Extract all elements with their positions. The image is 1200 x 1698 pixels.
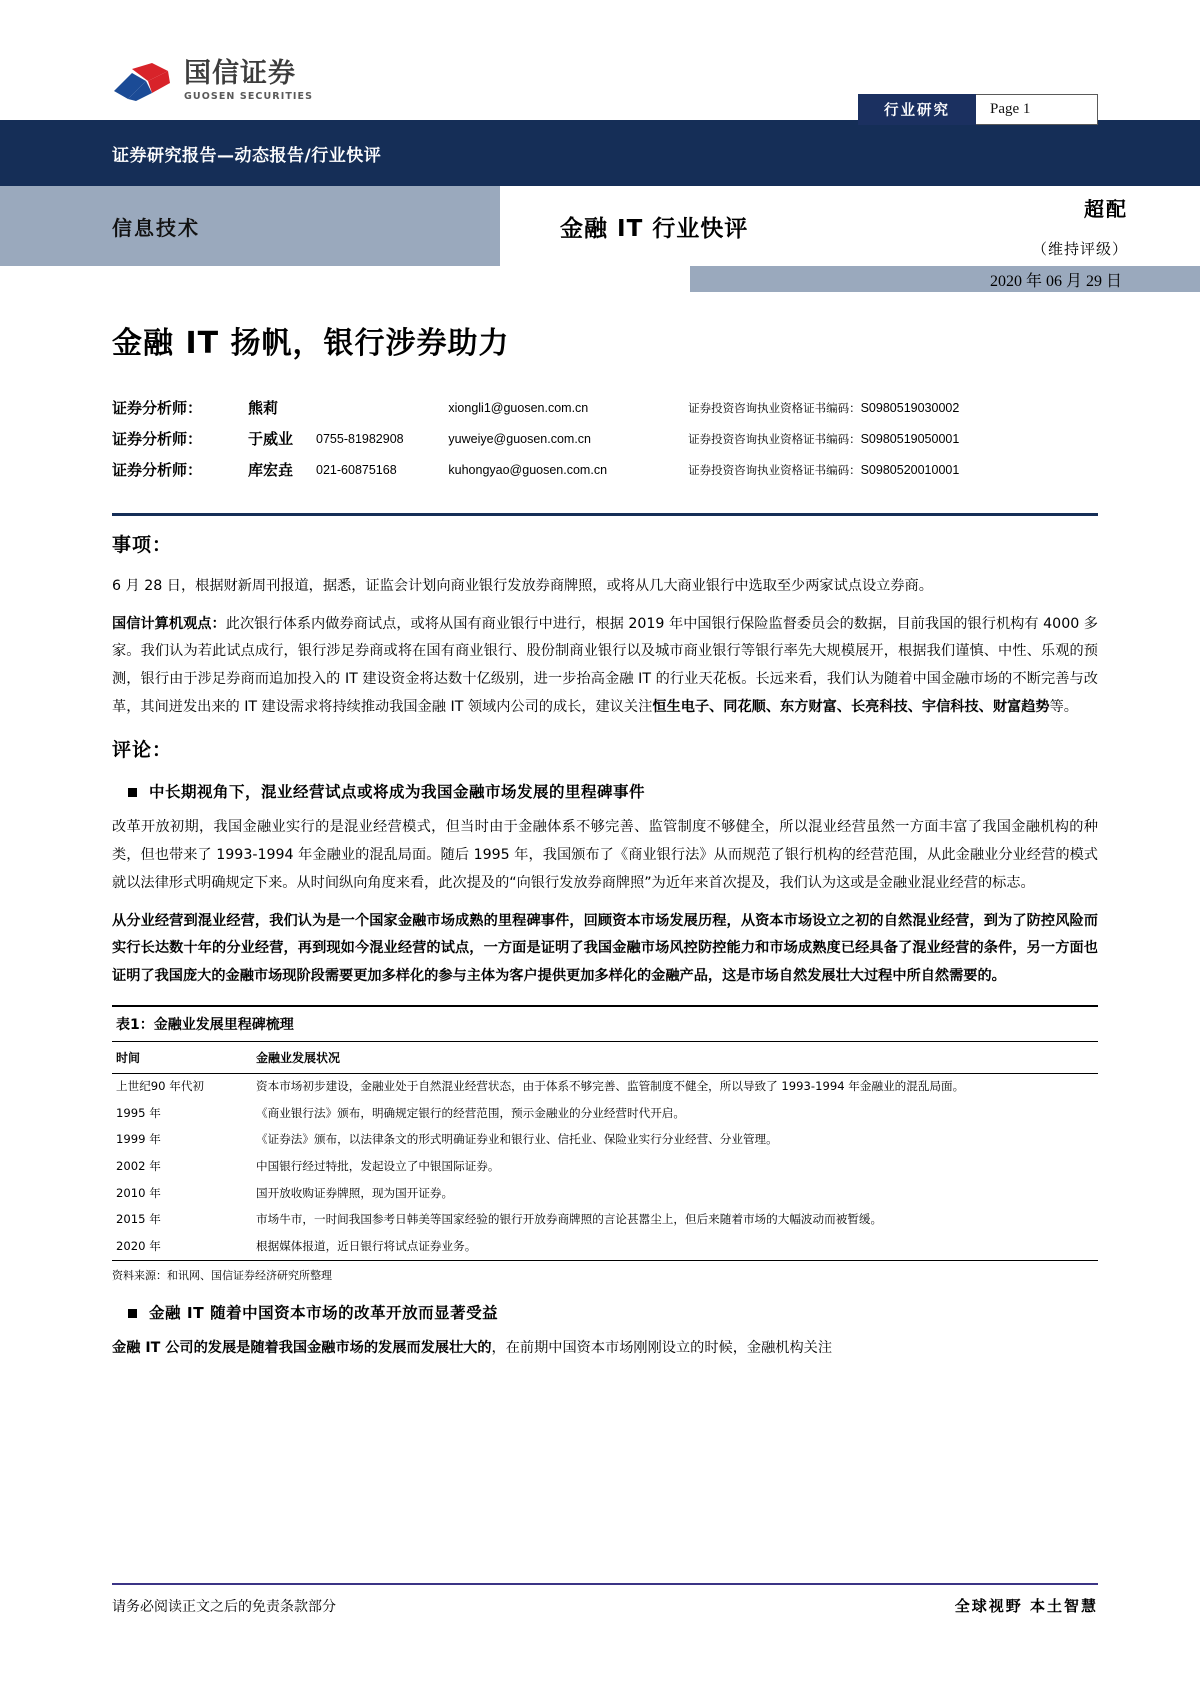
page-footer bbox=[112, 1583, 1098, 1616]
analyst-role-label: 证券分析师： bbox=[112, 399, 203, 417]
column-header-time: 时间 bbox=[112, 1042, 252, 1074]
brand-name-en: GUOSEN SECURITIES bbox=[184, 91, 314, 102]
cell-time: 2010 年 bbox=[116, 1185, 161, 1200]
table-row bbox=[112, 1127, 1098, 1154]
doc-title: 金融 IT 行业快评 bbox=[560, 215, 749, 242]
bullet-2-label: 金融 IT 随着中国资本市场的改革开放而显著受益 bbox=[149, 1304, 499, 1323]
table-row bbox=[112, 1180, 1098, 1207]
analyst-cert bbox=[688, 454, 1098, 485]
analyst-name: 于威业 bbox=[248, 430, 294, 448]
matters-paragraph-2 bbox=[112, 611, 1098, 722]
analyst-name: 熊莉 bbox=[248, 399, 279, 417]
analyst-row bbox=[112, 392, 1098, 423]
table-row bbox=[112, 1233, 1098, 1260]
report-type-strip bbox=[0, 120, 1200, 186]
bullet-point-2 bbox=[112, 1301, 1098, 1323]
comment-heading: 评论： bbox=[112, 739, 173, 762]
analyst-email[interactable]: xiongli1@guosen.com.cn bbox=[448, 400, 589, 415]
bullet-1-paragraph-plain: 改革开放初期，我国金融业实行的是混业经营模式，但当时由于金融体系不够完善、监管制度不够健全，所以混业经营虽然一方面丰富了我国金融机构的种类，但也带来了 1993-1994 年金融业的混乱局面。随后 1995 年，我国颁布了《商业银行法》从而规范了银行机构的经营范围，从此金融业分业经营的模式就以法律形式明确规定下来。从时间纵向角度来看，此次提及的“向银行发放券商牌照”为近年来首次提及，我们认为这或是金融业混业经营的标志。 bbox=[112, 819, 1098, 891]
page-topbar bbox=[0, 0, 1200, 120]
cell-status: 国开放收购证券牌照，现为国开证券。 bbox=[256, 1185, 454, 1200]
cell-time: 2002 年 bbox=[116, 1158, 161, 1173]
recommended-stocks: 恒生电子、同花顺、东方财富、长亮科技、宇信科技、财富趋势 bbox=[652, 698, 1050, 715]
analyst-cert-code: S0980519030002 bbox=[860, 400, 960, 415]
sector-block bbox=[0, 186, 500, 266]
bullet-1-paragraph-bold: 从分业经营到混业经营，我们认为是一个国家金融市场成熟的里程碑事件，回顾资本市场发展历程，从资本市场设立之初的自然混业经营，到为了防控风险而实行长达数十年的分业经营，再到现如今混业经营的试点，一方面是证明了我国金融市场风控防控能力和市场成熟度已经具备了混业经营的条件，另一方面也证明了我国庞大的金融市场现阶段需要更加多样化的参与主体为客户提供更加多样化的金融产品，这是市场自然发展壮大过程中所自然需要的。 bbox=[112, 912, 1098, 984]
guosen-view-lead: 国信计算机观点： bbox=[112, 615, 226, 632]
cell-status: 《商业银行法》颁布，明确规定银行的经营范围，预示金融业的分业经营时代开启。 bbox=[256, 1105, 685, 1120]
rating-value: 超配 bbox=[1084, 197, 1128, 221]
cell-status: 根据媒体报道，近日银行将试点证券业务。 bbox=[252, 1233, 1098, 1260]
analyst-cert bbox=[688, 423, 1098, 454]
report-type-label: 证券研究报告—动态报告/行业快评 bbox=[112, 145, 382, 166]
date-bar bbox=[0, 266, 1200, 292]
analyst-row bbox=[112, 454, 1098, 485]
square-bullet-icon bbox=[128, 788, 137, 797]
square-bullet-icon bbox=[128, 1309, 137, 1318]
page-title: 金融 IT 扬帆，银行涉券助力 bbox=[112, 326, 510, 361]
bullet-2-plain-tail: ，在前期中国资本市场刚刚设立的时候，金融机构关注 bbox=[491, 1340, 833, 1357]
analyst-role-label: 证券分析师： bbox=[112, 430, 203, 448]
rating-block bbox=[950, 186, 1200, 266]
cell-status: 市场牛市，一时间我国参考日韩美等国家经验的银行开放券商牌照的言论甚嚣尘上，但后来随着市场的大幅波动而被暂缓。 bbox=[256, 1212, 883, 1227]
cell-time: 2015 年 bbox=[116, 1212, 161, 1227]
table-header-row bbox=[112, 1042, 1098, 1074]
cell-status: 中国银行经过特批，发起设立了中银国际证券。 bbox=[256, 1158, 500, 1173]
header-badges bbox=[858, 94, 1098, 125]
analyst-table bbox=[112, 392, 1098, 485]
brand-logo bbox=[112, 60, 313, 102]
industry-research-badge: 行业研究 bbox=[858, 94, 976, 125]
matters-paragraph-1: 6 月 28 日，根据财新周刊报道，据悉，证监会计划向商业银行发放券商牌照，或将从几大商业银行中选取至少两家试点设立券商。 bbox=[112, 578, 933, 594]
date-bar-fill bbox=[690, 266, 1200, 292]
table-1 bbox=[112, 1005, 1098, 1283]
bullet-point-1 bbox=[112, 780, 1098, 802]
analyst-cert-code: S0980520010001 bbox=[860, 462, 960, 477]
analyst-cert bbox=[688, 392, 1098, 423]
sector-label: 信息技术 bbox=[112, 215, 200, 240]
analyst-phone: 021-60875168 bbox=[316, 462, 397, 477]
analyst-cert-label: 证券投资咨询执业资格证书编码： bbox=[688, 431, 861, 446]
table-body bbox=[112, 1073, 1098, 1260]
table-row bbox=[112, 1073, 1098, 1100]
cell-time: 2020 年 bbox=[112, 1233, 252, 1260]
cell-time: 1999 年 bbox=[116, 1132, 161, 1147]
page-content bbox=[0, 318, 1200, 1363]
footer-divider bbox=[112, 1583, 1098, 1585]
matters-heading: 事项： bbox=[112, 534, 173, 556]
page-number-badge: Page 1 bbox=[976, 94, 1098, 125]
analyst-email[interactable]: kuhongyao@guosen.com.cn bbox=[448, 462, 608, 477]
report-date: 2020 年 06 月 29 日 bbox=[989, 272, 1122, 290]
analyst-name: 库宏垚 bbox=[248, 461, 294, 479]
guosen-view-body: 此次银行体系内做券商试点，或将从国有商业银行中进行，根据 2019 年中国银行保险监督委员会的数据，目前我国的银行机构有 4000 多家。我们认为若此试点成行，银行涉足券商或将在国有商业银行、股份制商业银行以及城市商业银行等银行率先大规模展开，根据我们谨慎、中性、乐观的预测，银行由于涉足券商而追加投入的 IT 建设资金将达数十亿级别，进一步抬高金融 IT 的行业天花板。长远来看，我们认为随着中国金融市场的不断完善与改革，其间迸发出来的 IT 建设需求将持续推动我国金融 IT 领域内公司的成长，建议关注 bbox=[112, 615, 1098, 715]
analyst-role-label: 证券分析师： bbox=[112, 461, 203, 479]
brand-slogan: 全球视野 本土智慧 bbox=[954, 1597, 1098, 1615]
table-1-caption: 表1：金融业发展里程碑梳理 bbox=[112, 1007, 1098, 1042]
analyst-cert-label: 证券投资咨询执业资格证书编码： bbox=[688, 400, 861, 415]
cell-time: 1995 年 bbox=[116, 1105, 161, 1120]
column-header-status: 金融业发展状况 bbox=[252, 1042, 1098, 1074]
guosen-view-tail: 等。 bbox=[1049, 698, 1078, 715]
analyst-phone bbox=[316, 392, 448, 423]
table-row bbox=[112, 1207, 1098, 1234]
analyst-email[interactable]: yuweiye@guosen.com.cn bbox=[448, 431, 592, 446]
title-band bbox=[0, 186, 1200, 266]
section-divider bbox=[112, 513, 1098, 516]
table-row bbox=[112, 1153, 1098, 1180]
table-row bbox=[112, 1100, 1098, 1127]
analyst-cert-code: S0980519050001 bbox=[860, 431, 960, 446]
cell-status: 资本市场初步建设，金融业处于自然混业经营状态，由于体系不够完善、监管制度不健全，所以导致了 1993-1994 年金融业的混乱局面。 bbox=[256, 1079, 965, 1094]
milestone-table bbox=[112, 1042, 1098, 1261]
guosen-logo-icon bbox=[112, 61, 174, 101]
doc-title-block bbox=[500, 186, 950, 266]
bullet-2-paragraph bbox=[112, 1335, 1098, 1363]
disclaimer-note: 请务必阅读正文之后的免责条款部分 bbox=[112, 1598, 336, 1615]
bullet-2-bold-lead: 金融 IT 公司的发展是随着我国金融市场的发展而发展壮大的 bbox=[112, 1340, 492, 1357]
cell-status: 《证券法》颁布，以法律条文的形式明确证券业和银行业、信托业、保险业实行分业经营、分业管理。 bbox=[256, 1132, 778, 1147]
analyst-cert-label: 证券投资咨询执业资格证书编码： bbox=[688, 462, 861, 477]
analyst-phone: 0755-81982908 bbox=[316, 431, 404, 446]
bullet-1-label: 中长期视角下，混业经营试点或将成为我国金融市场发展的里程碑事件 bbox=[149, 783, 646, 802]
brand-name-cn: 国信证券 bbox=[184, 58, 296, 89]
cell-time: 上世纪90 年代初 bbox=[116, 1079, 205, 1094]
footer-row bbox=[112, 1595, 1098, 1616]
analyst-row bbox=[112, 423, 1098, 454]
table-head bbox=[112, 1042, 1098, 1074]
date-bar-spacer bbox=[0, 266, 690, 292]
rating-note: （维持评级） bbox=[1031, 242, 1128, 258]
table-1-source: 资料来源：和讯网、国信证券经济研究所整理 bbox=[112, 1269, 332, 1283]
